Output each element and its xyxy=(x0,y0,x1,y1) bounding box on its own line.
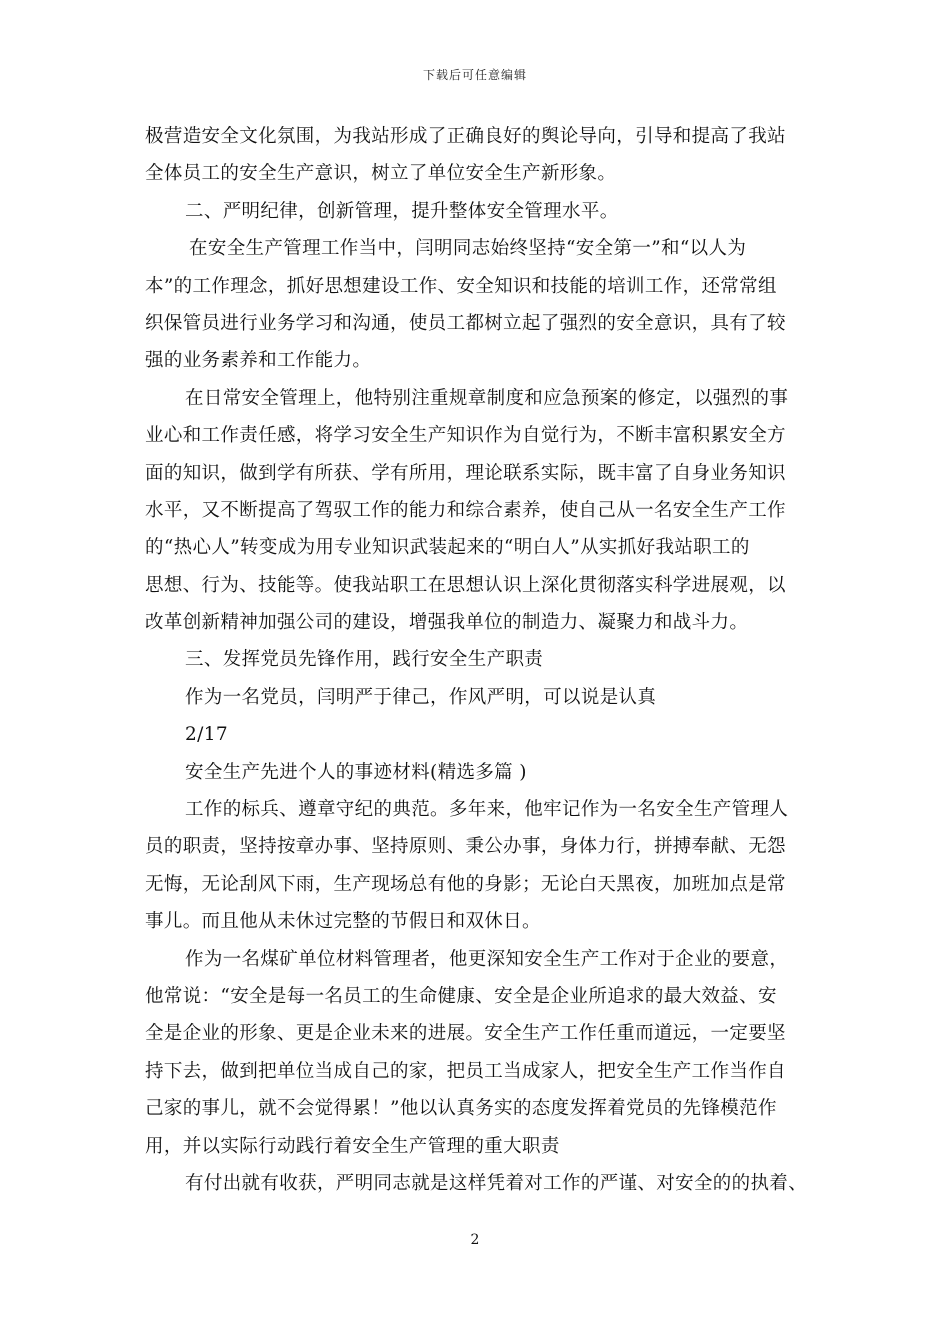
text-line: 持下去，做到把单位当成自己的家，把员工当成家人，把安全生产工作当作自 xyxy=(145,1060,786,1082)
text-line: 他常说：“安全是每一名员工的生命健康、安全是企业所追求的最大效益、安 xyxy=(145,985,777,1007)
text-line: 安全生产先进个人的事迹材料(精选多篇 ) xyxy=(185,761,527,783)
text-line: 事儿。而且他从未休过完整的节假日和双休日。 xyxy=(145,911,541,933)
text-line: 本”的工作理念，抓好思想建设工作、安全知识和技能的培训工作，还常常组 xyxy=(145,275,777,297)
text-line: 作为一名党员，闫明严于律己，作风严明，可以说是认真 xyxy=(185,686,657,708)
document-body xyxy=(145,118,815,1202)
text-line: 业心和工作责任感，将学习安全生产知识作为自觉行为，不断丰富积累安全方 xyxy=(145,425,786,447)
page-number: 2 xyxy=(470,1232,480,1248)
text-line: 在日常安全管理上，他特别注重规章制度和应急预案的修定，以强烈的事 xyxy=(185,387,789,409)
text-line: 改革创新精神加强公司的建设，增强我单位的制造力、凝聚力和战斗力。 xyxy=(145,612,749,634)
text-line: 有付出就有收获，严明同志就是这样凭着对工作的严谨、对安全的的执着、 xyxy=(185,1172,808,1194)
text-line: 的“热心人”转变成为用专业知识武装起来的“明白人”从实抓好我站职工的 xyxy=(145,537,750,559)
text-line: 在安全生产管理工作当中，闫明同志始终坚持“安全第一”和“以人为 xyxy=(189,238,747,260)
text-line: 三、发挥党员先锋作用，践行安全生产职责 xyxy=(185,649,544,671)
text-line: 二、严明纪律，创新管理，提升整体安全管理水平。 xyxy=(185,200,619,222)
text-line: 用，并以实际行动践行着安全生产管理的重大职责 xyxy=(145,1135,560,1157)
page-header: 下载后可任意编辑 xyxy=(422,68,527,82)
text-line: 己家的事儿，就不会觉得累！”他以认真务实的态度发挥着党员的先锋模范作 xyxy=(145,1098,777,1120)
text-line: 极营造安全文化氛围，为我站形成了正确良好的舆论导向，引导和提高了我站 xyxy=(145,126,786,147)
text-line: 织保管员进行业务学习和沟通，使员工都树立起了强烈的安全意识，具有了较 xyxy=(145,312,786,334)
text-line: 面的知识，做到学有所获、学有所用，理论联系实际，既丰富了自身业务知识 xyxy=(145,462,786,484)
text-line: 员的职责，坚持按章办事、坚持原则、秉公办事，身体力行，拼搏奉献、无怨 xyxy=(145,836,786,858)
text-line: 2/17 xyxy=(185,724,228,746)
text-line: 全体员工的安全生产意识，树立了单位安全生产新形象。 xyxy=(145,163,617,185)
text-line: 工作的标兵、遵章守纪的典范。多年来，他牢记作为一名安全生产管理人 xyxy=(185,799,789,821)
text-line: 水平，又不断提高了驾驭工作的能力和综合素养，使自己从一名安全生产工作 xyxy=(145,499,786,521)
text-line: 全是企业的形象、更是企业未来的进展。安全生产工作任重而道远，一定要坚 xyxy=(145,1023,786,1045)
text-line: 无悔，无论刮风下雨，生产现场总有他的身影；无论白天黑夜，加班加点是常 xyxy=(145,873,786,895)
text-line: 思想、行为、技能等。使我站职工在思想认识上深化贯彻落实科学进展观，以 xyxy=(145,574,786,596)
text-line: 作为一名煤矿单位材料管理者，他更深知安全生产工作对于企业的要意， xyxy=(185,948,789,970)
text-line: 强的业务素养和工作能力。 xyxy=(145,350,372,372)
